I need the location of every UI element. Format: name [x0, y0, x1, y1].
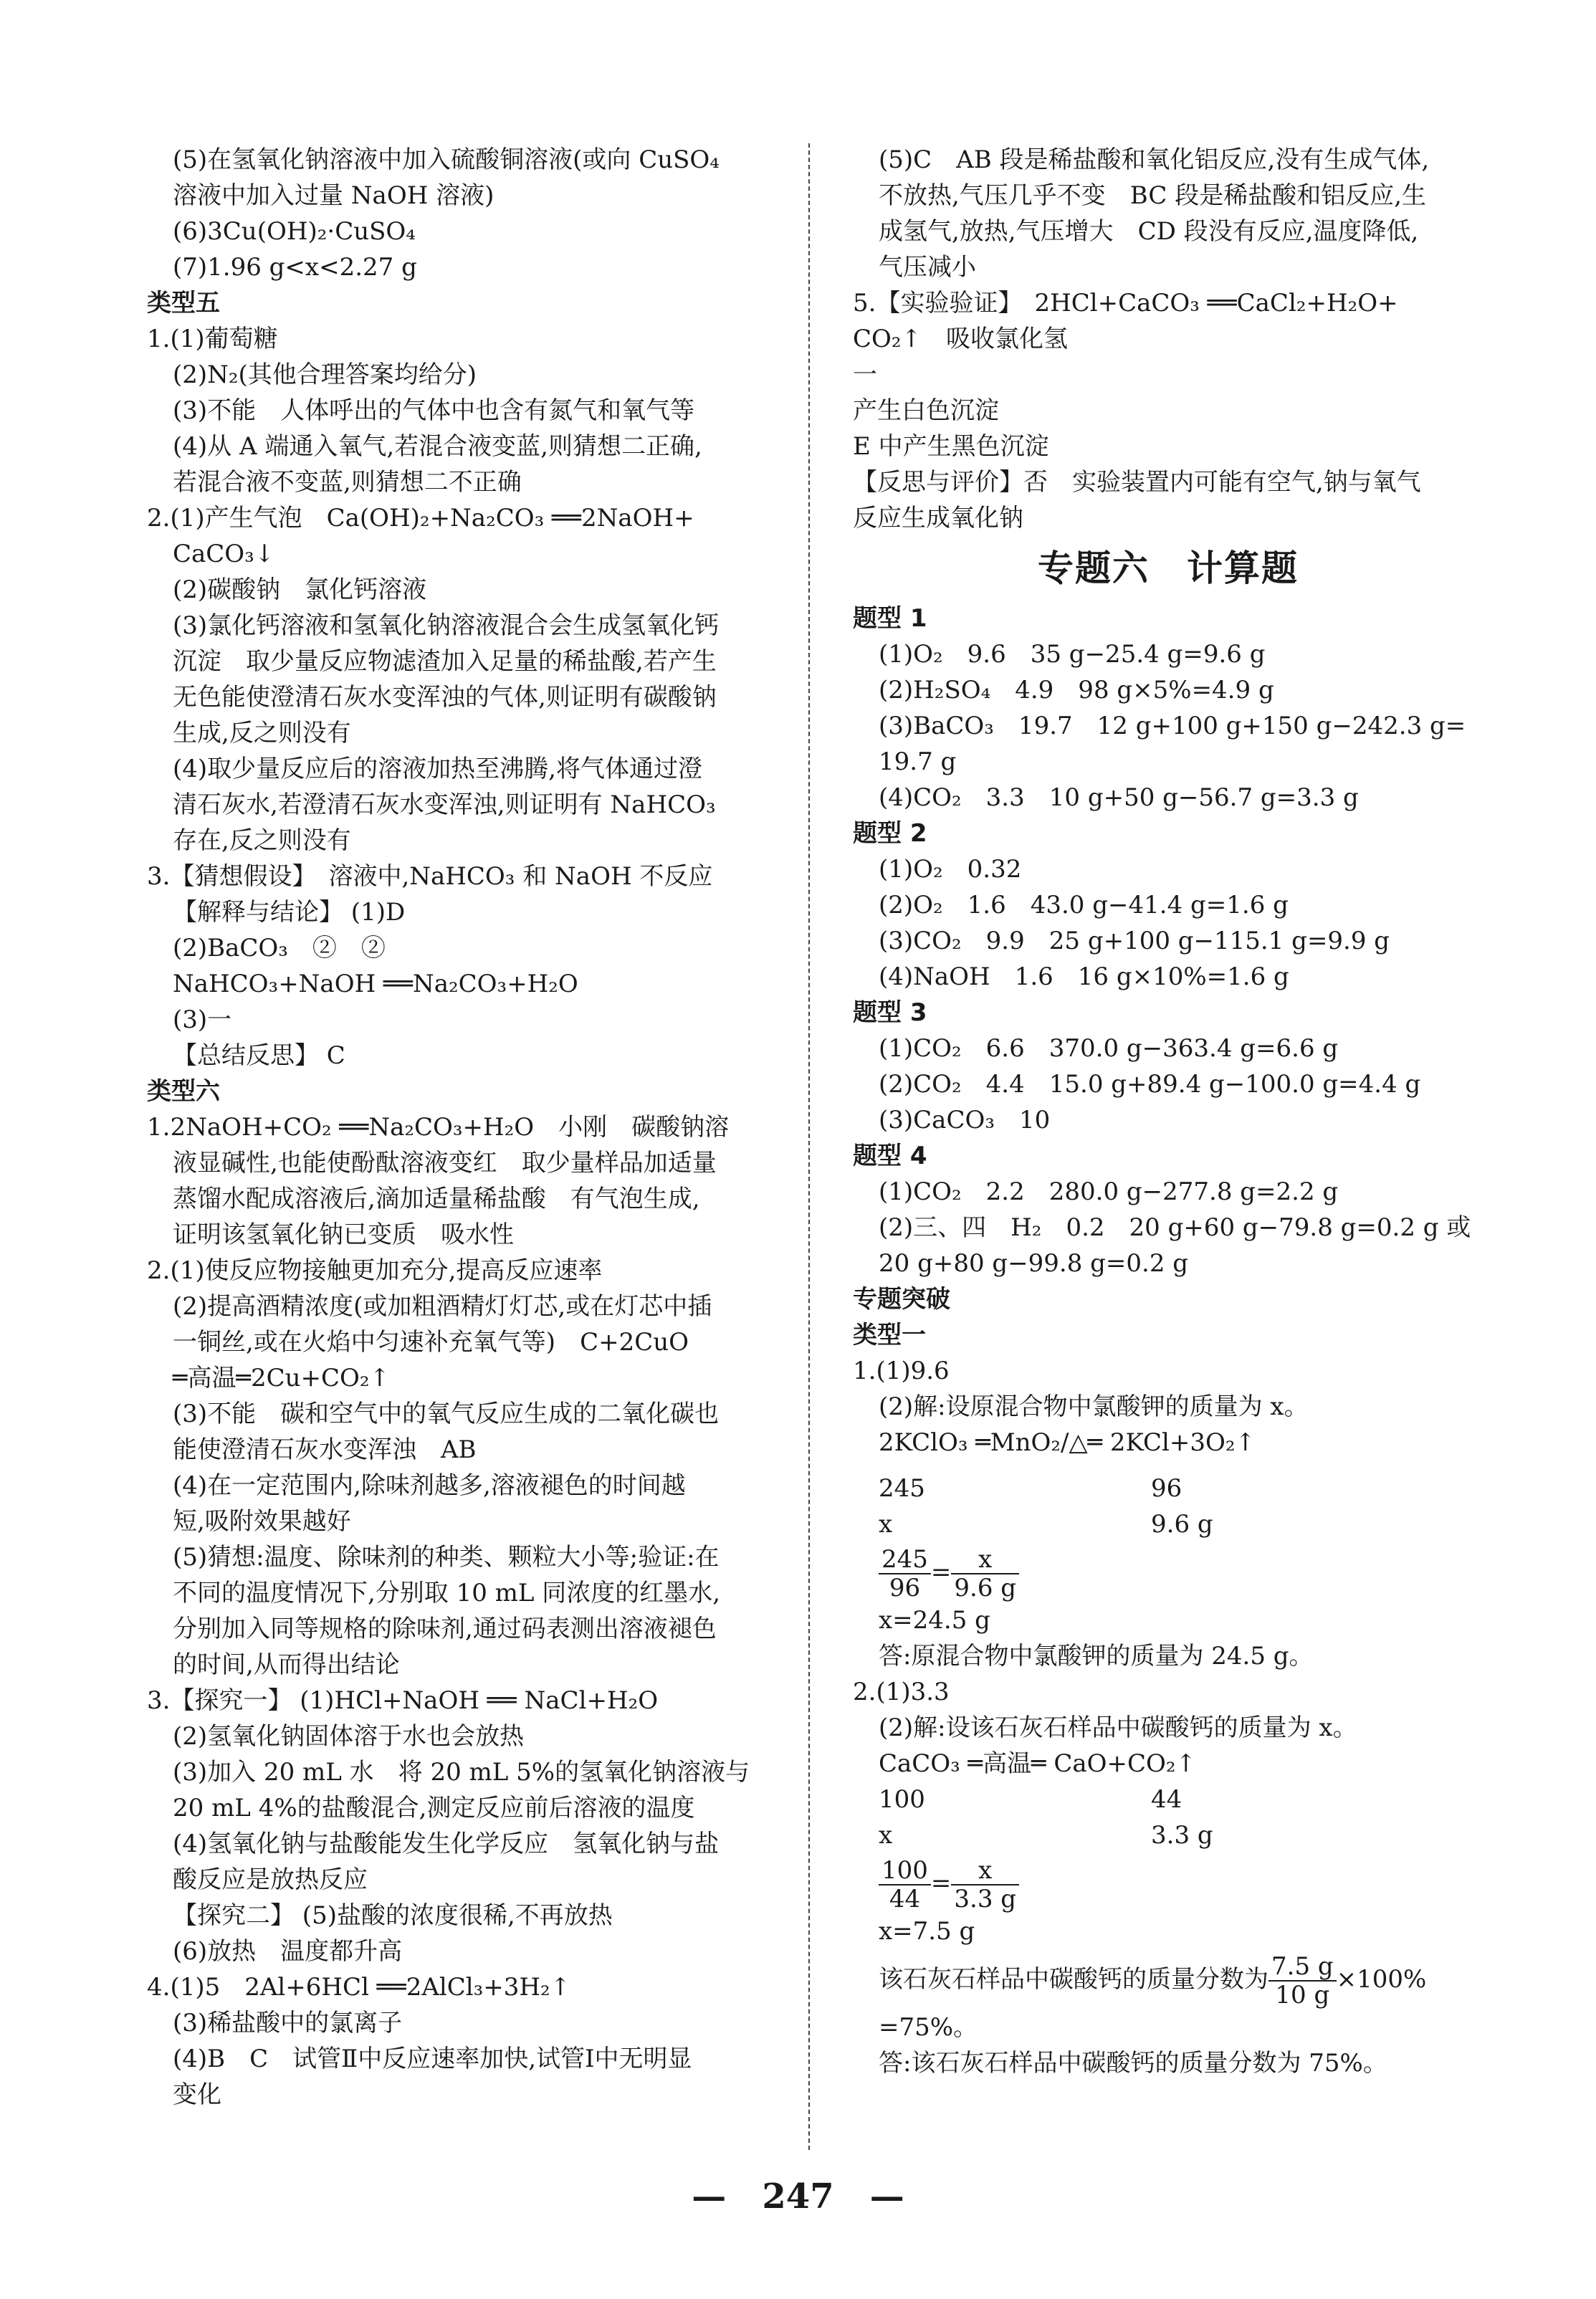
- text-line: (3)CO₂ 9.9 25 g+100 g−115.1 g=9.9 g: [879, 927, 1390, 955]
- answer: 答:该石灰石样品中碳酸钙的质量分数为 75%。: [879, 2049, 1387, 2078]
- text-line: (5)猜想:温度、除味剂的种类、颗粒大小等;验证:在: [173, 1543, 720, 1572]
- text-line: (1)O₂ 0.32: [879, 855, 1022, 884]
- result: x=7.5 g: [879, 1917, 975, 1946]
- right-mid-block: [853, 601, 1483, 1425]
- text-line: (2)O₂ 1.6 43.0 g−41.4 g=1.6 g: [879, 891, 1289, 919]
- text-line: 2.(1)使反应物接触更加充分,提高反应速率: [147, 1256, 603, 1285]
- text-line: 证明该氢氧化钠已变质 吸水性: [173, 1220, 514, 1249]
- text-line: (2)BaCO₃ ② ②: [173, 934, 386, 962]
- right-top-block: [853, 142, 1483, 536]
- text-line: 液显碱性,也能使酚酞溶液变红 取少量样品加适量: [173, 1149, 717, 1177]
- proportion: $\frac{245}{96}$ = $\frac{x}{9.6 g}$: [879, 1542, 1483, 1602]
- text-line: 【解释与结论】 (1)D: [173, 898, 406, 927]
- text-line: (3)不能 碳和空气中的氧气反应生成的二氧化碳也: [173, 1400, 720, 1428]
- text-line: (2)H₂SO₄ 4.9 98 g×5%=4.9 g: [879, 676, 1274, 704]
- section-heading: 题型 4: [853, 1142, 927, 1170]
- text-line: 4.(1)5 2Al+6HCl ══2AlCl₃+3H₂↑: [147, 1973, 571, 2002]
- text-line: (3)稀盐酸中的氯离子: [173, 2009, 403, 2037]
- text-line: 成氢气,放热,气压增大 CD 段没有反应,温度降低,: [879, 217, 1419, 246]
- unknown: x: [879, 1821, 893, 1850]
- text-line: 一铜丝,或在火焰中匀速补充氧气等) C+2CuO: [173, 1328, 689, 1357]
- text-line: (2)碳酸钠 氯化钙溶液: [173, 575, 427, 604]
- mass-ratio: 96: [1151, 1474, 1182, 1503]
- text-line: 2.(1)产生气泡 Ca(OH)₂+Na₂CO₃ ══2NaOH+: [147, 504, 694, 532]
- mass-ratio: 100: [879, 1785, 925, 1814]
- text-line: (3)不能 人体呼出的气体中也含有氮气和氧气等: [173, 396, 695, 425]
- known-mass: 3.3 g: [1151, 1821, 1213, 1850]
- result: x=24.5 g: [879, 1606, 990, 1635]
- text-line: (6)放热 温度都升高: [173, 1937, 403, 1966]
- text-line: E 中产生黑色沉淀: [853, 432, 1049, 461]
- mass-ratio: 44: [1151, 1785, 1182, 1814]
- text-line: 短,吸附效果越好: [173, 1507, 351, 1536]
- text-line: 一: [853, 360, 877, 389]
- text-line: (4)从 A 端通入氧气,若混合液变蓝,则猜想二正确,: [173, 432, 702, 461]
- text-line: (5)在氢氧化钠溶液中加入硫酸铜溶液(或向 CuSO₄: [173, 145, 720, 174]
- text-line: (7)1.96 g<x<2.27 g: [173, 253, 417, 282]
- section-heading: 类型六: [147, 1077, 220, 1106]
- text-line: (3)氯化钙溶液和氢氧化钠溶液混合会生成氢氧化钙: [173, 611, 720, 640]
- text-line: 酸反应是放热反应: [173, 1865, 368, 1894]
- text-line: CO₂↑ 吸收氯化氢: [853, 325, 1069, 353]
- text-line: (3)CaCO₃ 10: [879, 1106, 1051, 1134]
- text-line: (3)加入 20 mL 水 将 20 mL 5%的氢氧化钠溶液与: [173, 1758, 750, 1787]
- question-line: (2)解:设该石灰石样品中碳酸钙的质量为 x。: [879, 1714, 1357, 1742]
- question-line: 2.(1)3.3: [853, 1678, 950, 1706]
- answer: 答:原混合物中氯酸钾的质量为 24.5 g。: [879, 1642, 1314, 1671]
- text-line: (4)CO₂ 3.3 10 g+50 g−56.7 g=3.3 g: [879, 783, 1359, 812]
- percentage-line: 该石灰石样品中碳酸钙的质量分数为 $\frac{7.5 g}{10 g}$ ×100%: [879, 1952, 1427, 2009]
- section-heading: 题型 3: [853, 998, 927, 1027]
- text-line: 3.【探究一】 (1)HCl+NaOH ══ NaCl+H₂O: [147, 1686, 659, 1715]
- text-line: 20 g+80 g−99.8 g=0.2 g: [879, 1249, 1189, 1278]
- text-line: 1.(1)葡萄糖: [147, 325, 278, 353]
- text-line: 分别加入同等规格的除味剂,通过码表测出溶液褪色: [173, 1615, 717, 1643]
- text-line: 产生白色沉淀: [853, 396, 999, 425]
- text-line: (4)在一定范围内,除味剂越多,溶液褪色的时间越: [173, 1471, 686, 1500]
- section-heading: 类型一: [853, 1321, 926, 1349]
- text-line: 【探究二】 (5)盐酸的浓度很稀,不再放热: [173, 1901, 613, 1930]
- text-line: (6)3Cu(OH)₂·CuSO₄: [173, 217, 416, 246]
- text-line: 若混合液不变蓝,则猜想二不正确: [173, 468, 522, 497]
- text-line: 3.【猜想假设】 溶液中,NaHCO₃ 和 NaOH 不反应: [147, 862, 713, 891]
- proportion: $\frac{100}{44}$ = $\frac{x}{3.3 g}$: [879, 1853, 1483, 1913]
- text-line: 不放热,气压几乎不变 BC 段是稀盐酸和铝反应,生: [879, 181, 1427, 210]
- text-line: 气压减小: [879, 253, 976, 282]
- section-heading: 题型 2: [853, 819, 927, 848]
- text-line: CaCO₃↓: [173, 540, 275, 568]
- text-line: NaHCO₃+NaOH ══Na₂CO₃+H₂O: [173, 970, 578, 998]
- column-divider: [808, 143, 810, 2150]
- text-line: (5)C AB 段是稀盐酸和氧化铝反应,没有生成气体,: [879, 145, 1430, 174]
- text-line: 19.7 g: [879, 747, 957, 776]
- text-line: (1)CO₂ 6.6 370.0 g−363.4 g=6.6 g: [879, 1034, 1339, 1063]
- text-line: 清石灰水,若澄清石灰水变浑浊,则证明有 NaHCO₃: [173, 790, 716, 819]
- text-line: 生成,反之则没有: [173, 719, 351, 747]
- left-column: [147, 142, 785, 2113]
- text-line: 能使澄清石灰水变浑浊 AB: [173, 1435, 477, 1464]
- section-heading: 专题突破: [853, 1285, 950, 1314]
- text-line: 存在,反之则没有: [173, 826, 351, 855]
- text-line: (2)提高酒精浓度(或加粗酒精灯灯芯,或在灯芯中插: [173, 1292, 712, 1321]
- text-line: (2)CO₂ 4.4 15.0 g+89.4 g−100.0 g=4.4 g: [879, 1070, 1421, 1099]
- text-line: ═高温═2Cu+CO₂↑: [173, 1364, 390, 1392]
- text-line: (1)CO₂ 2.2 280.0 g−277.8 g=2.2 g: [879, 1177, 1339, 1206]
- text-line: 1.2NaOH+CO₂ ══Na₂CO₃+H₂O 小刚 碳酸钠溶: [147, 1113, 730, 1142]
- section-title: 专题六 计算题: [1038, 548, 1299, 589]
- text-line: 无色能使澄清石灰水变浑浊的气体,则证明有碳酸钠: [173, 683, 717, 712]
- unknown: x: [879, 1510, 893, 1539]
- text-line: 沉淀 取少量反应物滤渣加入足量的稀盐酸,若产生: [173, 647, 717, 676]
- text-line: 不同的温度情况下,分别取 10 mL 同浓度的红墨水,: [173, 1579, 721, 1607]
- text-line: 【总结反思】 C: [173, 1041, 345, 1070]
- text-line: (2)解:设原混合物中氯酸钾的质量为 x。: [879, 1392, 1309, 1421]
- text-line: (2)三、四 H₂ 0.2 20 g+60 g−79.8 g=0.2 g 或: [879, 1213, 1471, 1242]
- text-line: 5.【实验验证】 2HCl+CaCO₃ ══CaCl₂+H₂O+: [853, 289, 1398, 317]
- text-line: 【反思与评价】否 实验装置内可能有空气,钠与氧气: [853, 468, 1421, 497]
- text-line: (3)BaCO₃ 19.7 12 g+100 g+150 g−242.3 g=: [879, 712, 1466, 740]
- section-heading: 题型 1: [853, 604, 927, 633]
- calc-2: [853, 1674, 1483, 2081]
- text-line: 变化: [173, 2080, 221, 2109]
- text-line: 反应生成氧化钠: [853, 504, 1023, 532]
- text-line: 1.(1)9.6: [853, 1357, 950, 1385]
- right-column: [853, 142, 1483, 2081]
- text-line: 蒸馏水配成溶液后,滴加适量稀盐酸 有气泡生成,: [173, 1185, 700, 1213]
- text-line: (4)B C 试管Ⅱ中反应速率加快,试管Ⅰ中无明显: [173, 2045, 692, 2073]
- text-line: (4)NaOH 1.6 16 g×10%=1.6 g: [879, 962, 1289, 991]
- calc-1: [853, 1425, 1483, 1674]
- text-line: 的时间,从而得出结论: [173, 1650, 400, 1679]
- page-number: — 247 —: [692, 2176, 904, 2217]
- text-line: (2)氢氧化钠固体溶于水也会放热: [173, 1722, 525, 1751]
- text-line: (3)一: [173, 1005, 232, 1034]
- text-line: (4)取少量反应后的溶液加热至沸腾,将气体通过澄: [173, 755, 702, 783]
- section-heading: 类型五: [147, 289, 220, 317]
- known-mass: 9.6 g: [1151, 1510, 1213, 1539]
- text-line: (2)N₂(其他合理答案均给分): [173, 360, 477, 389]
- text-line: 20 mL 4%的盐酸混合,测定反应前后溶液的温度: [173, 1794, 695, 1822]
- text-line: 溶液中加入过量 NaOH 溶液): [173, 181, 494, 210]
- text-line: (1)O₂ 9.6 35 g−25.4 g=9.6 g: [879, 640, 1266, 669]
- mass-ratio: 245: [879, 1474, 925, 1503]
- percentage-result: =75%。: [879, 2013, 978, 2042]
- equation: 2KClO₃ ═MnO₂/△═ 2KCl+3O₂↑: [879, 1428, 1256, 1457]
- text-line: (4)氢氧化钠与盐酸能发生化学反应 氢氧化钠与盐: [173, 1830, 720, 1858]
- equation: CaCO₃ ═高温═ CaO+CO₂↑: [879, 1749, 1197, 1778]
